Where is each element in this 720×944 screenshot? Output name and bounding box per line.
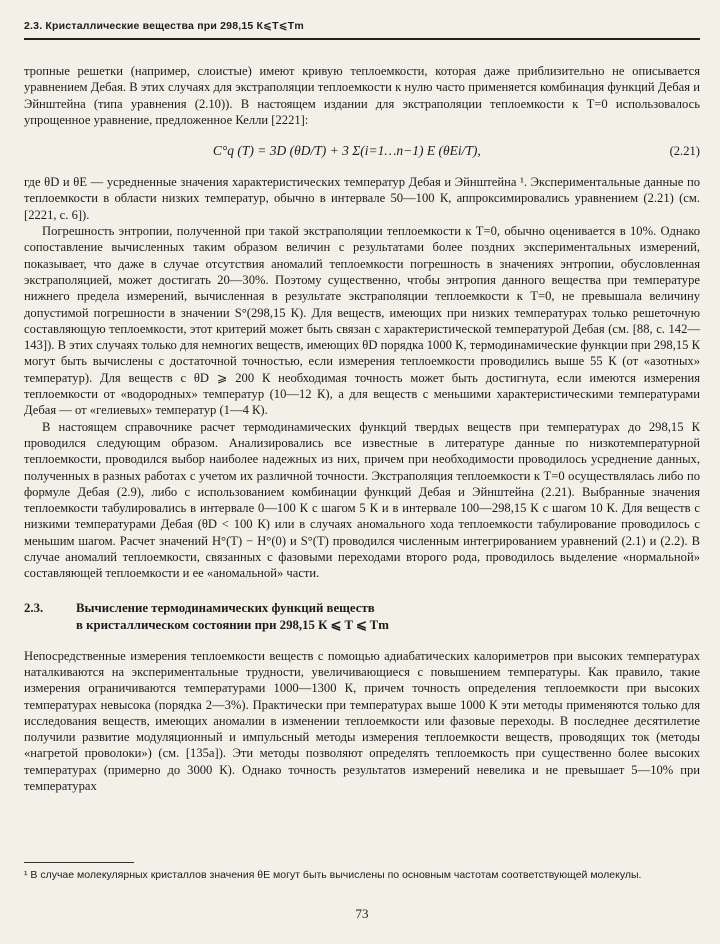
formula-expression: C°q (T) = 3D (θD/T) + 3 Σ(i=1…n−1) E (θEi/T), xyxy=(212,143,481,159)
paragraph-1: тропные решетки (например, слоистые) имеют кривую теплоемкости, которая даже приблизительно не описывается уравнением Дебая. В этих случаях для экстраполяции теплоемкости к нулю часто применяется комбинация функций Дебая и Эйнштейна (типа уравнения (2.10)). В настоящем издании для экстраполяции теплоемкости к T=0 использовалось упрощенное уравнение, предложенное Келли [2221]: xyxy=(24,64,700,127)
section-heading xyxy=(24,600,700,634)
section-title-line-1: Вычисление термодинамических функций веществ xyxy=(76,600,375,615)
section-title-line-2: в кристаллическом состоянии при 298,15 К ⩽ T ⩽ Tm xyxy=(76,617,389,632)
equation-number: (2.21) xyxy=(669,144,700,159)
running-header: 2.3. Кристаллические вещества при 298,15 К⩽T⩽Tm xyxy=(24,20,700,40)
footnote: ¹ В случае молекулярных кристаллов значения θE могут быть вычислены по основным частотам соответствующей молекулы. xyxy=(24,869,642,881)
formula-2-21 xyxy=(24,130,700,172)
paragraph-5: Непосредственные измерения теплоемкости веществ с помощью адиабатических калориметров при высоких температурах наталкиваются на экспериментальные трудности, увеличивающиеся с повышением температуры. Как правило, такие измерения ограничиваются температурами 1000—1300 К, причем точность определения теплоемкости при высоких температурах невысока (порядка 2—3%). Практически при температурах выше 1000 К эти методы применяются только для исследования веществ, имеющих аномалии в изменении теплоемкости или фазовые переходы. В последнее десятилетие получили развитие модуляционный и импульсный методы измерения теплоемкости веществ, проводящих ток (методы «нагретой проволоки») (см. [135а]). Эти методы позволяют определять теплоемкость при существенно более высоких температурах (примерно до 3000 К). Однако точность результатов измерений невелика и не превышает 5—10% при температурах xyxy=(24,648,700,793)
page-number: 73 xyxy=(355,906,369,921)
paragraph-3: Погрешность энтропии, полученной при такой экстраполяции теплоемкости к T=0, обычно оценивается в 10%. Однако сопоставление вычисленных таким образом величин с результатами более поздних экспериментальных измерений, показывает, что даже в случае отсутствия аномалий теплоемкости погрешность в значениях энтропии, обусловленная экстраполяцией, может достигать 20—30%. Поэтому существенно, чтобы энтропия данного вещества при температуре нижнего предела измерений, вычисленная в результате экстраполяции теплоемкости к T=0, не превышала величину допустимой погрешности в значении S°(298,15 К). Для веществ, имеющих при низких температурах только решеточную составляющую теплоемкости, этот критерий может быть связан с характеристической температурой Дебая (см. [88, с. 142—143]). В этих случаях только для немногих веществ, имеющих θD порядка 1000 К, термодинамические функции при 298,15 К могут быть вычислены с достаточной точностью, если измерения теплоемкости проводились выше 55 К (от «азотных» температур). Для веществ с θD ⩾ 200 К необходимая точность может быть достигнута, если имеются измерения теплоемкости от «водородных» температур (10—12 К), а для веществ с меньшими характеристическими температурами Дебая — от «гелиевых» температур (1—4 К). xyxy=(24,224,700,418)
document-page xyxy=(24,0,700,944)
paragraph-4: В настоящем справочнике расчет термодинамических функций твердых веществ при температурах до 298,15 К проводился следующим образом. Анализировались все известные в литературе данные по низкотемпературной теплоемкости, проводился выбор наиболее надежных из них, причем при необходимости проводилось усреднение данных, полученных в разных работах с учетом их различной точности. Экстраполяция теплоемкости к T=0 осуществлялась либо по формуле Дебая (2.9), либо с использованием комбинации функций Дебая и Эйнштейна (2.21). Выбранные значения теплоемкости табулировались в интервале 0—100 К с шагом 5 К и в интервале 100—298,15 К с шагом 10 К. Для веществ с низкими температурами Дебая (θD < 100 К) или в случаях аномального хода теплоемкости табулирование проводилось с меньшим шагом. Расчет значений H°(T) − H°(0) и S°(T) проводился численным интегрированием уравнений (2.1) и (2.2). В случае аномалий теплоемкости, связанных с фазовыми переходами второго рода, проводилось выделение «нормальной» составляющей теплоемкости и ее «аномальной» части. xyxy=(24,419,700,581)
paragraph-2: где θD и θE — усредненные значения характеристических температур Дебая и Эйнштейна ¹. Экспериментальные данные по теплоемкости в области низких температур, обычно в интервале 50—100 К, аппроксимировались уравнением (2.21) (см. [2221, с. 6]). xyxy=(24,175,700,222)
section-title xyxy=(76,600,700,634)
section-number: 2.3. xyxy=(24,600,44,615)
body-text xyxy=(24,63,700,794)
footnote-divider xyxy=(24,862,134,863)
